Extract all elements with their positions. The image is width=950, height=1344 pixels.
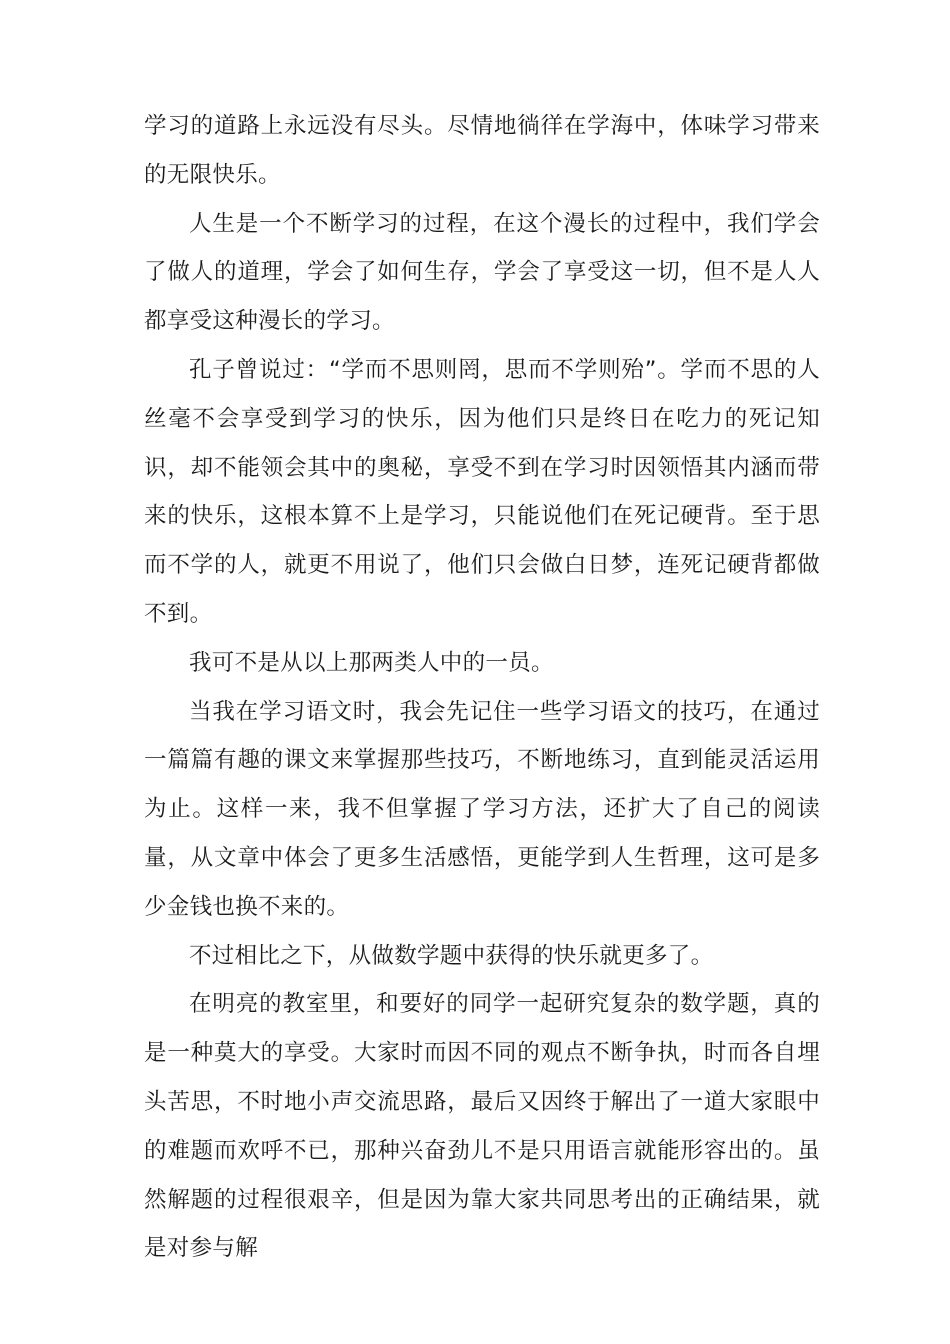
paragraph: 我可不是从以上那两类人中的一员。: [189, 649, 554, 676]
paragraph: 不过相比之下，从做数学题中获得的快乐就更多了。: [189, 942, 714, 969]
paragraph-continued: 学习的道路上永远没有尽头。尽情地徜徉在学海中，体味学习带来的无限快乐。: [144, 113, 820, 188]
paragraph: 在明亮的教室里，和要好的同学一起研究复杂的数学题，真的是一种莫大的享受。大家时而因不同的观点不断争执，时而各自埋头苦思，不时地小声交流思路，最后又因终于解出了一道大家眼中的难题而欢呼不已，那种兴奋劲儿不是只用语言就能形容出的。虽然解题的过程很艰辛，但是因为靠大家共同思考出的正确结果，就是对参与解: [144, 991, 820, 1262]
paragraph: 孔子曾说过：“学而不思则罔，思而不学则殆”。学而不思的人丝毫不会享受到学习的快乐，因为他们只是终日在吃力的死记知识，却不能领会其中的奥秘，享受不到在学习时因领悟其内涵而带来的快乐，这根本算不上是学习，只能说他们在死记硬背。至于思而不学的人，就更不用说了，他们只会做白日梦，连死记硬背都做不到。: [144, 356, 820, 627]
article-body: [144, 102, 820, 1273]
paragraph: 当我在学习语文时，我会先记住一些学习语文的技巧，在通过一篇篇有趣的课文来掌握那些技巧，不断地练习，直到能灵活运用为止。这样一来，我不但掌握了学习方法，还扩大了自己的阅读量，从文章中体会了更多生活感悟，更能学到人生哲理，这可是多少金钱也换不来的。: [144, 698, 820, 920]
paragraph: 人生是一个不断学习的过程，在这个漫长的过程中，我们学会了做人的道理，学会了如何生存，学会了享受这一切，但不是人人都享受这种漫长的学习。: [144, 210, 820, 335]
